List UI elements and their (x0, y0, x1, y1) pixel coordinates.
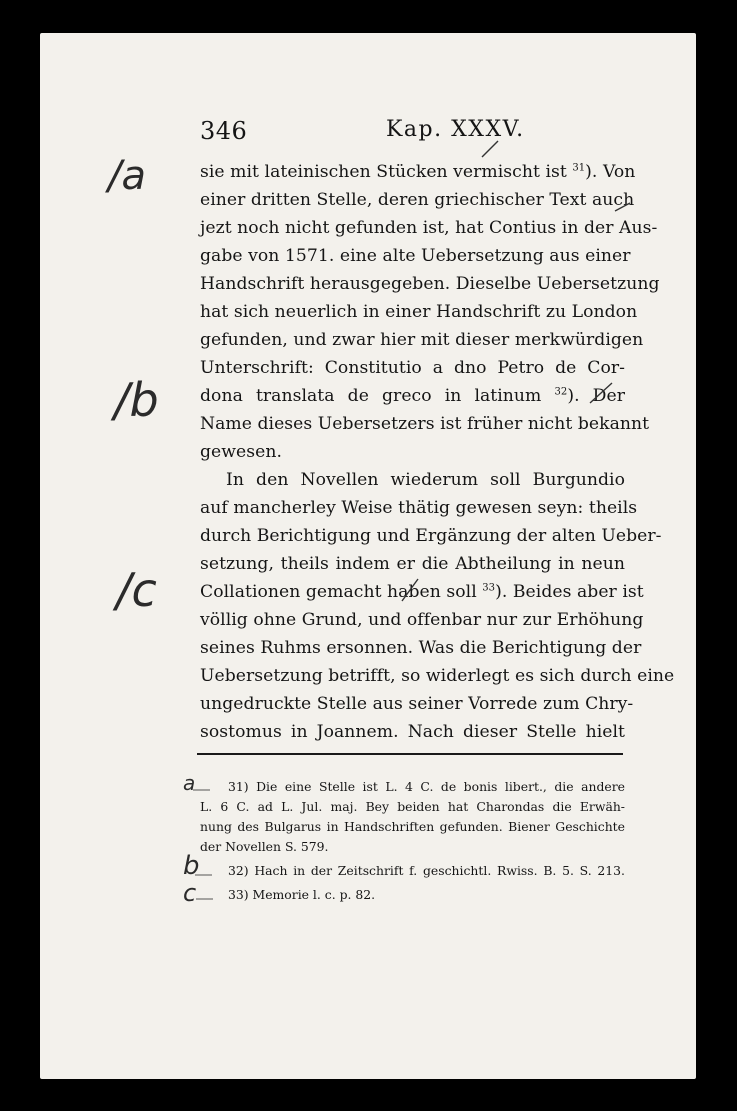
margin-note-c: /c (116, 563, 157, 617)
document-page (40, 33, 696, 1079)
running-head: Kap. XXXV. (386, 117, 525, 142)
margin-note-b: /b (114, 373, 159, 427)
text-line: hat sich neuerlich in einer Handschrift zu London (200, 302, 638, 322)
text-line: durch Berichtigung und Ergänzung der alten Ueber- (200, 526, 662, 546)
footnote-note-c: c (183, 879, 197, 907)
footnote-note-a: a (183, 771, 196, 795)
text-line: auf mancherley Weise thätig gewesen seyn: theils (200, 498, 638, 518)
footnote-line: 32) Hach in der Zeitschrift f. geschichtl. Rwiss. B. 5. S. 213. (228, 863, 625, 878)
text-line: ungedruckte Stelle aus seiner Vorrede zum Chry- (200, 694, 634, 714)
footnote-ref: 33 (482, 582, 496, 594)
text-line: setzung, theils indem er die Abtheilung in neun (200, 554, 625, 574)
footnote-note-b: b (183, 851, 200, 881)
text-line: sostomus in Joannem. Nach dieser Stelle hielt (200, 722, 625, 742)
footnote-ref: 31 (572, 162, 586, 174)
pencil-tick (615, 203, 630, 211)
text-line: seines Ruhms ersonnen. Was die Berichtigung der (200, 638, 642, 658)
text-line: Handschrift herausgegeben. Dieselbe Uebersetzung (200, 274, 660, 294)
text-line: Collationen gemacht haben soll $^{33}$). Beides aber ist (200, 582, 644, 602)
footnote-line: L. 6 C. ad L. Jul. maj. Bey beiden hat Charondas die Erwäh- (200, 799, 625, 814)
footnote-line: 33) Memorie l. c. p. 82. (228, 887, 376, 902)
text-line: In den Novellen wiederum soll Burgundio (226, 470, 625, 490)
text-line: Uebersetzung betrifft, so widerlegt es sich durch eine (200, 666, 675, 686)
text-line: sie mit lateinischen Stücken vermischt ist $^{31}$). Von (200, 162, 636, 182)
footnote-line: 31) Die eine Stelle ist L. 4 C. de bonis libert., die andere (228, 779, 625, 794)
text-line: einer dritten Stelle, deren griechischer Text auch (200, 190, 635, 210)
footnote-line: der Novellen S. 579. (200, 839, 329, 854)
text-line: Name dieses Uebersetzers ist früher nicht bekannt (200, 414, 650, 434)
pencil-slash-32 (590, 383, 612, 403)
pencil-slash-33 (402, 579, 418, 601)
footnote-line: nung des Bulgarus in Handschriften gefunden. Biener Geschichte (200, 819, 625, 834)
pencil-slash-31 (482, 141, 498, 157)
text-line: jezt noch nicht gefunden ist, hat Contius in der Aus- (200, 218, 658, 238)
margin-note-a: /a (108, 153, 146, 199)
footnote-ref: 32 (554, 386, 568, 398)
text-line: völlig ohne Grund, und offenbar nur zur Erhöhung (200, 610, 644, 630)
text-line: gefunden, und zwar hier mit dieser merkwürdigen (200, 330, 644, 350)
text-line: gabe von 1571. eine alte Uebersetzung aus einer (200, 246, 631, 266)
text-line: gewesen. (200, 442, 282, 462)
text-line: Unterschrift: Constitutio a dno Petro de Cor- (200, 358, 625, 378)
text-line: dona translata de greco in latinum $^{32}$). Der (200, 386, 626, 406)
pencil-strokes (40, 33, 696, 1079)
page-number: 346 (200, 117, 248, 145)
